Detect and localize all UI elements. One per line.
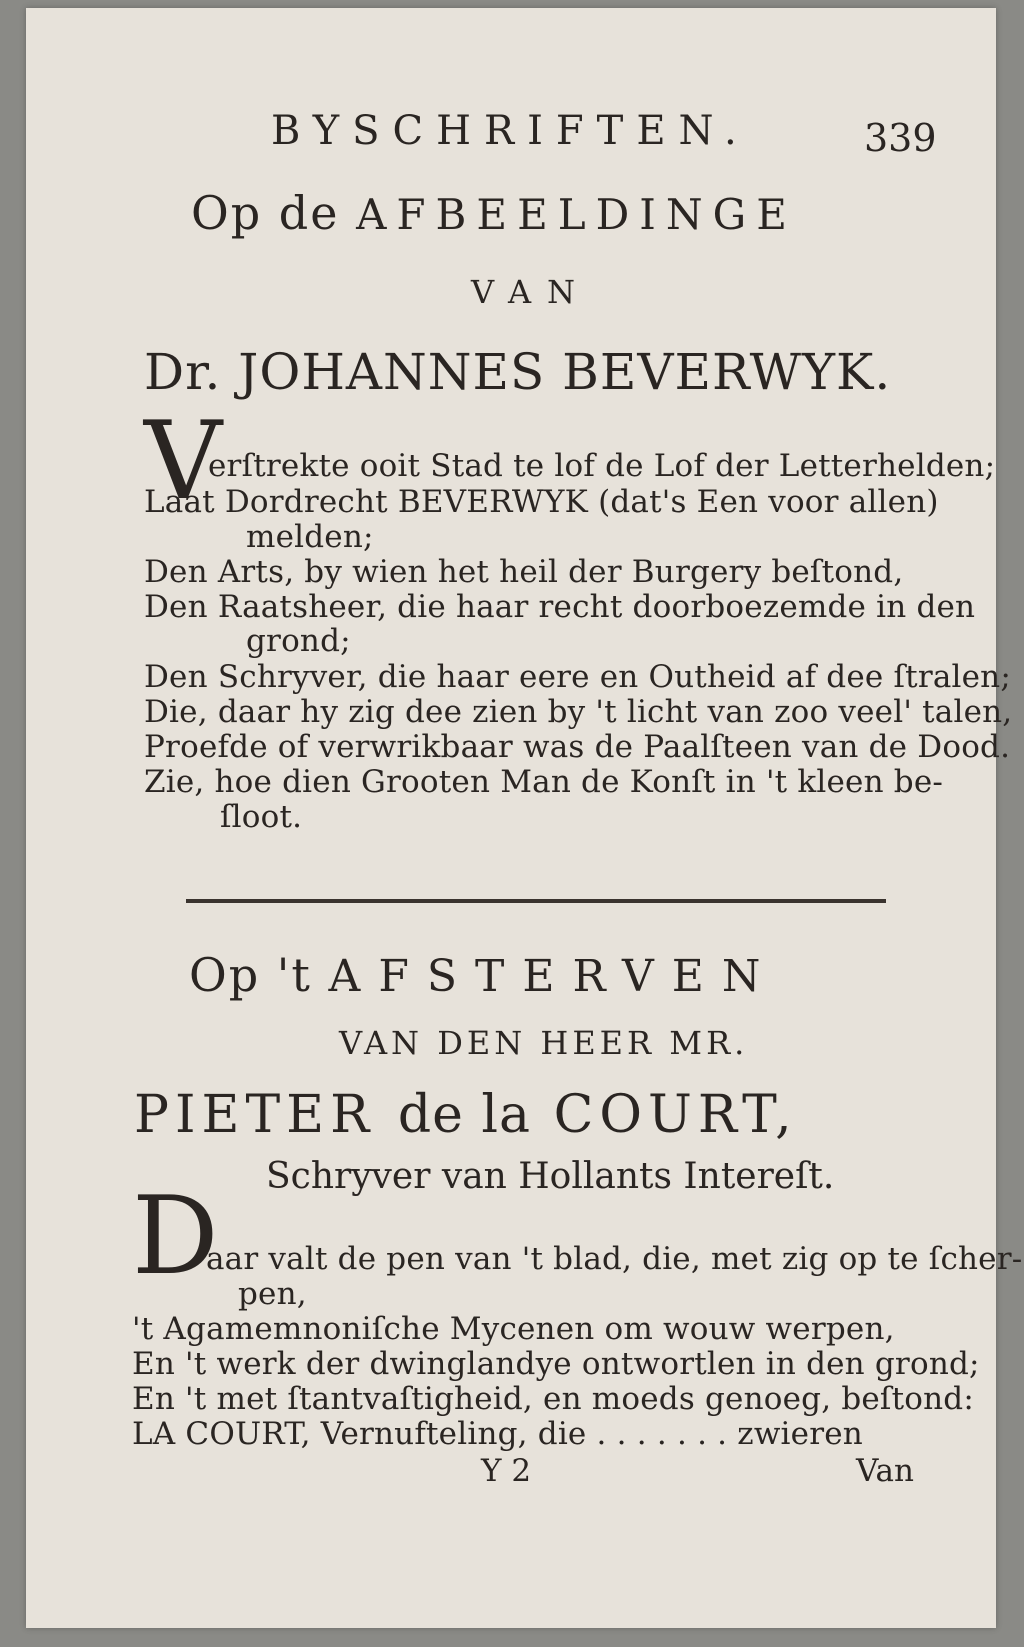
poem2-name-last: COURT, xyxy=(553,1085,798,1145)
signature-mark: Y 2 xyxy=(481,1453,532,1489)
page-number: 339 xyxy=(864,116,937,160)
poem1-name: Dr. JOHANNES BEVERWYK. xyxy=(144,343,892,401)
poem2-line: pen, xyxy=(238,1276,307,1312)
poem2-heading xyxy=(189,948,778,1002)
catchword: Van xyxy=(856,1453,914,1489)
poem2-line: aar valt de pen van 't blad, die, met zig op te ſcher- xyxy=(206,1241,1023,1277)
poem2-line: En 't werk der dwinglandye ontwortlen in den grond; xyxy=(132,1346,980,1382)
poem2-name xyxy=(134,1085,798,1145)
poem1-van: VAN xyxy=(471,273,592,311)
poem2-dropcap: D xyxy=(132,1174,219,1299)
poem1-line: Den Raatsheer, die haar recht doorboezemde in den xyxy=(144,589,976,625)
poem1-line: ſloot. xyxy=(220,799,303,835)
poem1-dropcap: V xyxy=(144,399,222,524)
poem1-heading xyxy=(191,186,797,240)
section-divider-rule xyxy=(186,899,886,903)
poem1-heading-prefix: Op de xyxy=(191,186,340,240)
poem2-line: LA COURT, Vernufteling, die . . . . . . . zwieren xyxy=(132,1416,863,1452)
poem1-line: Den Schryver, die haar eere en Outheid af dee ſtralen; xyxy=(144,659,1011,695)
poem2-heading-caps: AFSTERVEN xyxy=(328,951,779,1002)
poem1-line: grond; xyxy=(246,623,351,659)
poem1-line: Proefde of verwrikbaar was de Paalſteen van de Dood. xyxy=(144,729,1011,765)
poem2-name-first: PIETER xyxy=(134,1085,376,1145)
poem2-subtitle: Schryver van Hollants Intereſt. xyxy=(266,1156,835,1197)
poem2-name-particle: de la xyxy=(397,1085,532,1145)
poem2-line: 't Agamemnoniſche Mycenen om wouw werpen, xyxy=(132,1311,895,1347)
poem1-line: Laat Dordrecht BEVERWYK (dat's Een voor allen) xyxy=(144,484,939,520)
poem1-line: Die, daar hy zig dee zien by 't licht van zoo veel' talen, xyxy=(144,694,1013,730)
poem2-subheading: VAN DEN HEER MR. xyxy=(339,1024,749,1062)
poem2-line: En 't met ſtantvaſtigheid, en moeds genoeg, beſtond: xyxy=(132,1381,974,1417)
poem1-heading-caps: AFBEELDINGE xyxy=(356,190,797,239)
poem1-line: Den Arts, by wien het heil der Burgery beſtond, xyxy=(144,554,904,590)
poem1-line: Zie, hoe dien Grooten Man de Konſt in 't kleen be- xyxy=(144,764,944,800)
poem2-heading-prefix: Op 't xyxy=(189,948,312,1002)
poem1-line: erſtrekte ooit Stad te lof de Lof der Letterhelden; xyxy=(208,448,996,484)
running-head-title: BYSCHRIFTEN. xyxy=(271,108,750,154)
book-page xyxy=(26,8,1023,1628)
poem1-line: melden; xyxy=(246,519,374,555)
